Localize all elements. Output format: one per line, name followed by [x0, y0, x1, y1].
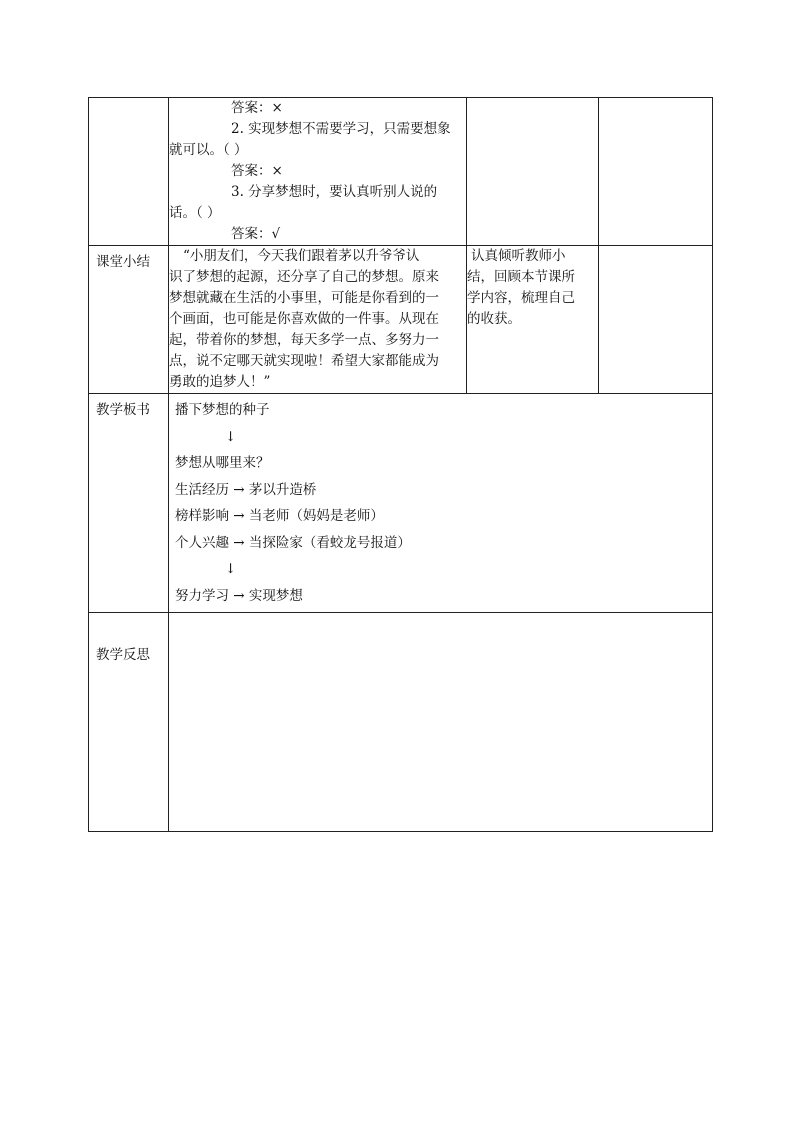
student-line: 结，回顾本节课所	[467, 269, 575, 285]
lesson-plan-table	[88, 97, 713, 832]
exercise-student-cell	[467, 98, 599, 246]
summary-line: 勇敢的追梦人！”	[169, 374, 271, 390]
summary-teacher-cell	[169, 246, 467, 394]
board-row-interest: 个人兴趣 → 当探险家（看蛟龙号报道）	[175, 534, 411, 551]
down-arrow-icon: ↓	[225, 428, 237, 445]
summary-label: 课堂小结	[89, 246, 169, 394]
exercise-notes-cell	[599, 98, 713, 246]
student-line: 的收获。	[467, 311, 521, 327]
student-line: 认真倾听教师小	[471, 248, 566, 264]
summary-student-cell	[467, 246, 599, 394]
summary-line: 起，带着你的梦想，每天多学一点、多努力一	[169, 332, 439, 348]
summary-line: “小朋友们，今天我们跟着茅以升爷爷认	[183, 248, 420, 264]
answer-1: 答案：×	[231, 100, 283, 116]
question-3-line-1: 3. 分享梦想时，要认真听别人说的	[231, 184, 438, 200]
board-row-model: 榜样影响 → 当老师（妈妈是老师）	[175, 508, 384, 524]
board-label: 教学板书	[89, 394, 169, 613]
summary-notes-cell	[599, 246, 713, 394]
reflection-content-cell	[169, 613, 713, 832]
question-2-line-1: 2. 实现梦想不需要学习，只需要想象	[231, 121, 451, 137]
board-row-life: 生活经历 → 茅以升造桥	[175, 481, 317, 498]
board-question: 梦想从哪里来？	[175, 455, 270, 471]
answer-2: 答案：×	[231, 163, 283, 179]
exercise-row	[89, 98, 713, 246]
board-title: 播下梦想的种子	[175, 402, 270, 418]
reflection-label: 教学反思	[89, 613, 169, 832]
answer-3: 答案：√	[231, 226, 281, 242]
summary-line: 点，说不定哪天就实现啦！希望大家都能成为	[169, 353, 439, 369]
exercise-label-cell	[89, 98, 169, 246]
summary-row	[89, 246, 713, 394]
board-row	[89, 394, 713, 613]
down-arrow-icon: ↓	[225, 561, 237, 577]
exercise-content-cell	[169, 98, 467, 246]
question-2-line-2: 就可以。（ ）	[169, 142, 248, 158]
reflection-row	[89, 613, 713, 832]
question-3-line-2: 话。（ ）	[169, 205, 221, 221]
summary-line: 识了梦想的起源，还分享了自己的梦想。原来	[169, 269, 439, 285]
summary-line: 梦想就藏在生活的小事里，可能是你看到的一	[169, 290, 439, 306]
board-result: 努力学习 → 实现梦想	[175, 587, 303, 604]
board-content-cell	[169, 394, 713, 613]
student-line: 学内容，梳理自己	[467, 290, 575, 306]
summary-line: 个画面，也可能是你喜欢做的一件事。从现在	[169, 311, 439, 327]
